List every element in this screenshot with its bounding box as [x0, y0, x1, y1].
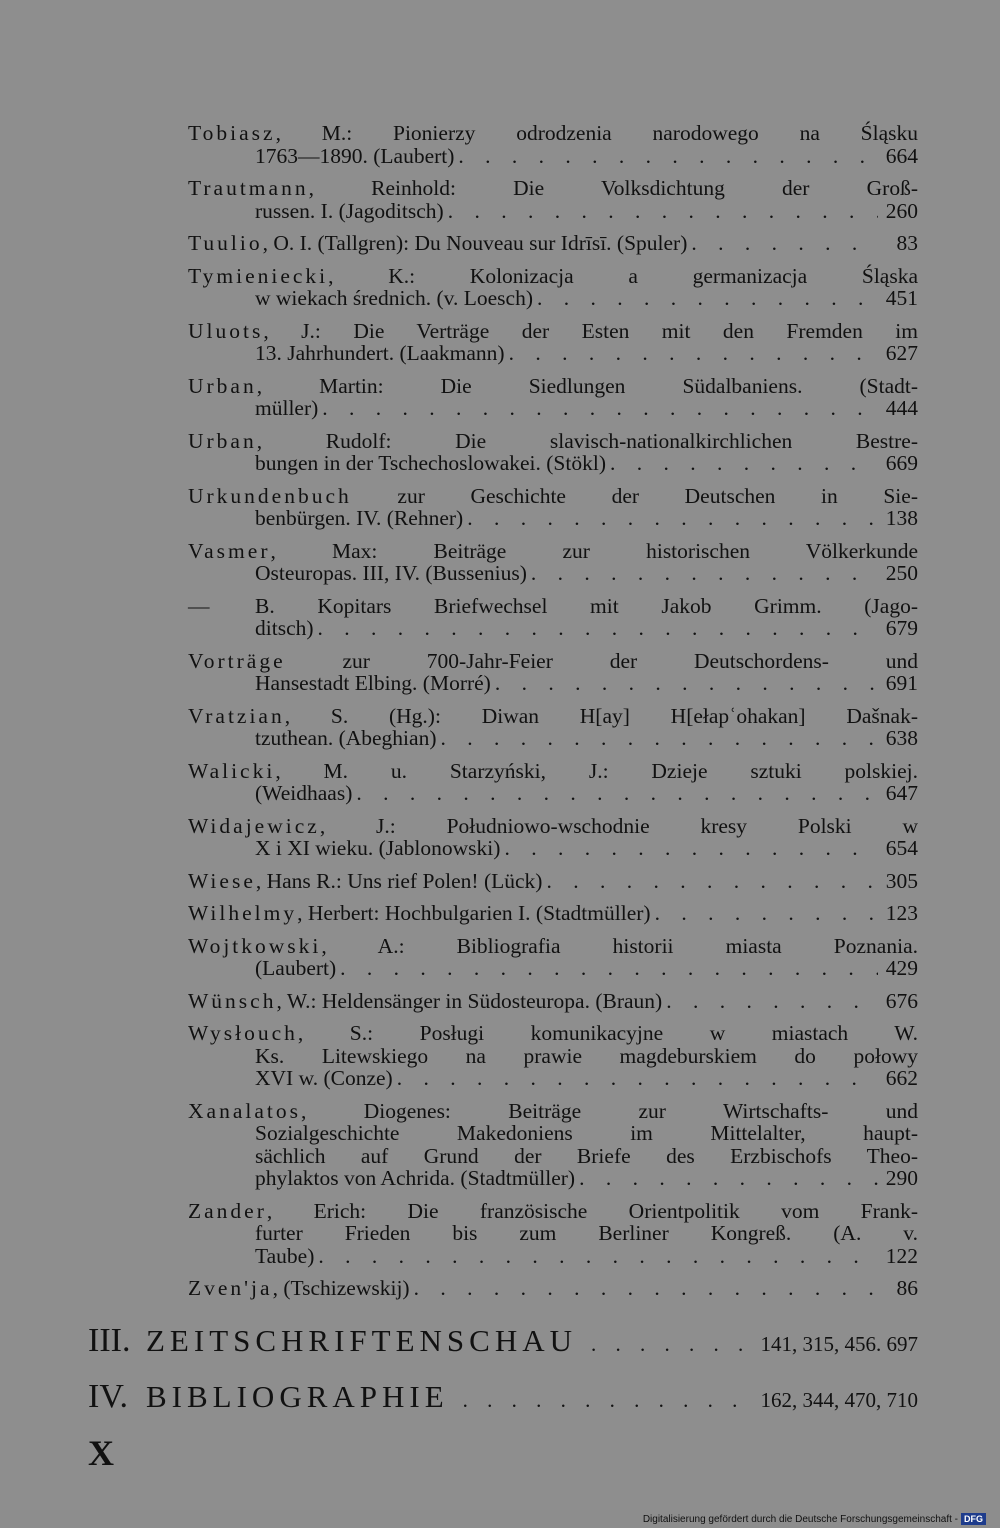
entry-continuation-text: XVI w. (Conze) [255, 1066, 393, 1090]
entry-first-line [188, 1200, 918, 1223]
index-entry [188, 265, 918, 310]
entry-continuation-text: bungen in der Tschechoslowakei. (Stökl) [255, 451, 606, 475]
leader-dots [318, 617, 878, 640]
entry-heading [188, 430, 918, 453]
entry-author: Urban [188, 428, 257, 453]
entry-title: , K.: Kolonizacja a germanizacja Śląska [328, 263, 918, 288]
entry-page-number: 691 [885, 671, 918, 695]
entry-continuation-text: X i XI wieku. (Jablonowski) [255, 836, 501, 860]
entry-continuation-line [188, 342, 918, 365]
index-entry [188, 1277, 918, 1300]
entry-author: Zven'ja [188, 1276, 273, 1300]
entry-title: , W.: Heldensänger in Südosteuropa. (Braun) [276, 988, 663, 1013]
index-entry [188, 1022, 918, 1090]
index-entry [188, 540, 918, 585]
section-number: IV. [88, 1378, 128, 1415]
entry-first-line [188, 232, 918, 255]
leader-dots [448, 200, 878, 223]
entry-heading [188, 122, 918, 145]
entry-page-number: 654 [885, 836, 918, 860]
entry-title: , O. I. (Tallgren): Du Nouveau sur Idrīsī. (Spuler) [262, 231, 688, 255]
entry-author: Wiese [188, 868, 256, 893]
entry-author: Wilhelmy [188, 901, 298, 925]
entry-page-number: 679 [885, 616, 918, 640]
entry-continuation-line [188, 837, 918, 860]
section-number: III. [88, 1322, 131, 1359]
entry-title: , M.: Pionierzy odrodzenia narodowego na Śląsku [275, 121, 918, 145]
section-pages: 141, 315, 456. 697 [760, 1332, 918, 1356]
entry-title: , Erich: Die französische Orientpolitik vom Frank- [266, 1198, 918, 1223]
entry-continuation-line [188, 562, 918, 585]
leader-dots [546, 870, 878, 893]
entry-author: Uluots [188, 318, 264, 343]
index-entry [188, 177, 918, 222]
footer [643, 1513, 986, 1525]
entry-continuation-line [188, 1045, 918, 1068]
section-pages: 162, 344, 470, 710 [760, 1388, 918, 1412]
leader-dots [655, 902, 878, 925]
page-mark: X [88, 1433, 114, 1473]
index-entry [188, 320, 918, 365]
entry-continuation-text: benbürgen. IV. (Rehner) [255, 506, 464, 530]
leader-dots [463, 1388, 755, 1413]
index-entry [188, 935, 918, 980]
entry-title: zur Geschichte der Deutschen in Sie- [351, 483, 918, 508]
entry-continuation-text: Taube) [255, 1243, 315, 1268]
entry-title: , (Tschizewskij) [272, 1276, 410, 1300]
entry-heading [188, 902, 651, 925]
entry-page-number: 86 [896, 1276, 918, 1300]
entry-continuation-line [188, 507, 918, 530]
entry-heading [188, 935, 918, 958]
entry-author: Urban [188, 373, 257, 398]
entry-title: , Herbert: Hochbulgarien I. (Stadtmüller) [297, 901, 651, 925]
leader-dots [504, 837, 878, 860]
entry-continuation-line [188, 672, 918, 695]
entry-continuation-line [188, 727, 918, 750]
entry-heading [188, 540, 918, 563]
entry-first-line [188, 540, 918, 563]
entry-title: , Reinhold: Die Volksdichtung der Groß- [308, 176, 918, 200]
dfg-logo: DFG [961, 1513, 986, 1525]
entry-continuation-line [188, 1222, 918, 1245]
entry-continuation-text: (Laubert) [255, 956, 337, 980]
entry-continuation-text: ditsch) [255, 616, 314, 640]
entry-author: Vasmer [188, 538, 271, 563]
entry-author: Walicki [188, 758, 276, 783]
entry-first-line [188, 122, 918, 145]
index-entry [188, 990, 918, 1013]
section-title: ZEITSCHRIFTENSCHAU [146, 1323, 578, 1358]
entry-page-number: 662 [885, 1066, 918, 1090]
section-zeitschriftenschau [88, 1322, 918, 1360]
entry-first-line [188, 705, 918, 728]
entry-heading [188, 990, 662, 1013]
entry-page-number: 250 [885, 561, 918, 585]
entry-heading [188, 375, 918, 398]
entry-author: Wünsch [188, 988, 277, 1013]
entry-page-number: 444 [885, 396, 918, 420]
entry-continuation-text: furter Frieden bis zum Berliner Kongreß. (A. v. [255, 1221, 918, 1245]
entry-title: , Martin: Die Siedlungen Südalbaniens. (Stadt- [256, 373, 918, 398]
leader-dots [458, 145, 878, 168]
entry-title: , Hans R.: Uns rief Polen! (Lück) [255, 868, 543, 893]
leader-dots [531, 562, 878, 585]
entry-continuation-line [188, 1122, 918, 1145]
entry-first-line [188, 375, 918, 398]
entry-title: B. Kopitars Briefwechsel mit Jakob Grimm. (Jago- [255, 593, 918, 618]
entry-continuation-text: 1763—1890. (Laubert) [255, 143, 455, 168]
entry-title: zur 700-Jahr-Feier der Deutschordens- und [285, 648, 918, 673]
entry-page-number: 664 [885, 143, 918, 168]
entry-heading [188, 870, 542, 893]
entry-heading [188, 1100, 918, 1123]
entry-continuation-line [188, 782, 918, 805]
entry-first-line [188, 760, 918, 783]
entry-heading [188, 1022, 918, 1045]
entry-first-line [188, 265, 918, 288]
entry-first-line [188, 177, 918, 200]
section-title: BIBLIOGRAPHIE [146, 1379, 449, 1414]
entry-first-line [188, 650, 918, 673]
entry-continuation-text: Sozialgeschichte Makedoniens im Mittelalter, haupt- [255, 1121, 918, 1145]
entry-continuation-text: w wiekach średnich. (v. Loesch) [255, 286, 533, 310]
index-entry [188, 902, 918, 925]
entry-continuation-text: müller) [255, 396, 319, 420]
entry-author: Tymieniecki [188, 263, 329, 288]
index-entry [188, 375, 918, 420]
leader-dots [318, 1245, 878, 1268]
entry-first-line [188, 935, 918, 958]
leader-dots [467, 507, 878, 530]
entry-author: Urkundenbuch [188, 483, 352, 508]
entry-first-line [188, 1277, 918, 1300]
entry-page-number: 627 [885, 341, 918, 365]
entry-title: , J.: Południowo-wschodnie kresy Polski w [319, 813, 918, 838]
entry-first-line [188, 902, 918, 925]
entry-continuation-text: (Weidhaas) [255, 781, 353, 805]
entry-author: Widajewicz [188, 813, 320, 838]
index-entry [188, 705, 918, 750]
entry-heading [188, 705, 918, 728]
leader-dots [591, 1332, 754, 1357]
entry-continuation-line [188, 957, 918, 980]
entry-heading [188, 650, 918, 673]
index-entry [188, 1200, 918, 1268]
entry-page-number: 676 [885, 988, 918, 1013]
entry-continuation-line [188, 145, 918, 168]
entry-page-number: 290 [885, 1166, 918, 1190]
leader-dots [356, 782, 878, 805]
entry-author: Vratzian [188, 703, 285, 728]
index-entries [188, 122, 918, 1310]
footer-text: Digitalisierung gefördert durch die Deutsche Forschungsgemeinschaft - [642, 1513, 958, 1525]
entry-first-line [188, 870, 918, 893]
entry-page-number: 305 [885, 868, 918, 893]
index-entry [188, 760, 918, 805]
entry-page-number: 638 [885, 726, 918, 750]
entry-title: , S. (Hg.): Diwan H[ay] H[ełapʿohakan] Dašnak- [284, 703, 918, 728]
entry-continuation-line [188, 617, 918, 640]
entry-heading [188, 232, 687, 255]
entry-title: , M. u. Starzyński, J.: Dzieje sztuki polskiej. [275, 758, 918, 783]
leader-dots [340, 957, 878, 980]
leader-dots [440, 727, 878, 750]
index-entry [188, 1100, 918, 1190]
index-entry [188, 870, 918, 893]
entry-author: Zander [188, 1198, 267, 1223]
entry-heading [188, 815, 918, 838]
entry-continuation-text: sächlich auf Grund der Briefe des Erzbischofs Theo- [255, 1143, 918, 1168]
entry-title: , Rudolf: Die slavisch-nationalkirchlichen Bestre- [256, 428, 918, 453]
entry-continuation-line [188, 1067, 918, 1090]
entry-title: , A.: Bibliografia historii miasta Poznania. [321, 933, 918, 958]
entry-heading [188, 1200, 918, 1223]
entry-heading [188, 177, 918, 200]
entry-continuation-line [188, 397, 918, 420]
entry-author: Xanalatos [188, 1098, 301, 1123]
leader-dots [691, 232, 878, 255]
entry-page-number: 260 [885, 198, 918, 223]
entry-continuation-line [188, 1167, 918, 1190]
leader-dots [495, 672, 878, 695]
entry-author: Tobiasz [188, 121, 276, 145]
index-entry [188, 232, 918, 255]
entry-heading [188, 265, 918, 288]
entry-continuation-line [188, 1145, 918, 1168]
entry-continuation-text: phylaktos von Achrida. (Stadtmüller) [255, 1166, 576, 1190]
leader-dots [666, 990, 878, 1013]
entry-title: , Diogenes: Beiträge zur Wirtschafts- und [300, 1098, 918, 1123]
entry-page-number: 83 [896, 231, 918, 255]
leader-dots [537, 287, 878, 310]
entry-heading [188, 595, 918, 618]
index-entry [188, 595, 918, 640]
entry-author: Tuulio [188, 231, 263, 255]
entry-continuation-text: Ks. Litewskiego na prawie magdeburskiem do połowy [255, 1043, 918, 1068]
entry-continuation-text: 13. Jahrhundert. (Laakmann) [255, 341, 505, 365]
entry-page-number: 429 [885, 956, 918, 980]
ditto-dash: — [188, 593, 210, 618]
entry-first-line [188, 815, 918, 838]
leader-dots [579, 1167, 878, 1190]
entry-page-number: 123 [885, 901, 918, 925]
leader-dots [397, 1067, 878, 1090]
entry-author: Vorträge [188, 648, 286, 673]
entry-heading [188, 760, 918, 783]
index-entry [188, 430, 918, 475]
leader-dots [414, 1277, 878, 1300]
entry-title: , J.: Die Verträge der Esten mit den Fremden im [263, 318, 918, 343]
entry-heading [188, 1277, 410, 1300]
entry-continuation-text: tzuthean. (Abeghian) [255, 726, 437, 750]
entry-author: Trautmann [188, 176, 309, 200]
entry-first-line [188, 990, 918, 1013]
entry-continuation-text: Hansestadt Elbing. (Morré) [255, 671, 491, 695]
leader-dots [610, 452, 878, 475]
entry-continuation-line [188, 452, 918, 475]
index-entry [188, 485, 918, 530]
entry-first-line [188, 1100, 918, 1123]
entry-heading [188, 320, 918, 343]
entry-page-number: 647 [885, 781, 918, 805]
entry-title: , Max: Beiträge zur historischen Völkerkunde [270, 538, 918, 563]
index-entry [188, 122, 918, 167]
index-entry [188, 650, 918, 695]
entry-first-line [188, 430, 918, 453]
section-bibliographie [88, 1378, 918, 1416]
entry-page-number: 451 [885, 286, 918, 310]
entry-continuation-line [188, 1245, 918, 1268]
entry-author: Wysłouch [188, 1021, 298, 1045]
entry-page-number: 138 [885, 506, 918, 530]
entry-continuation-line [188, 200, 918, 223]
entry-author: Wojtkowski [188, 933, 322, 958]
entry-continuation-text: russen. I. (Jagoditsch) [255, 198, 444, 223]
entry-continuation-line [188, 287, 918, 310]
entry-first-line [188, 320, 918, 343]
entry-first-line [188, 1022, 918, 1045]
entry-heading [188, 485, 918, 508]
entry-page-number: 122 [885, 1243, 918, 1268]
leader-dots [509, 342, 878, 365]
index-entry [188, 815, 918, 860]
entry-continuation-text: Osteuropas. III, IV. (Bussenius) [255, 561, 527, 585]
entry-first-line [188, 485, 918, 508]
leader-dots [322, 397, 878, 420]
entry-title: , S.: Posługi komunikacyjne w miastach W. [297, 1021, 918, 1045]
entry-first-line [188, 595, 918, 618]
entry-page-number: 669 [885, 451, 918, 475]
